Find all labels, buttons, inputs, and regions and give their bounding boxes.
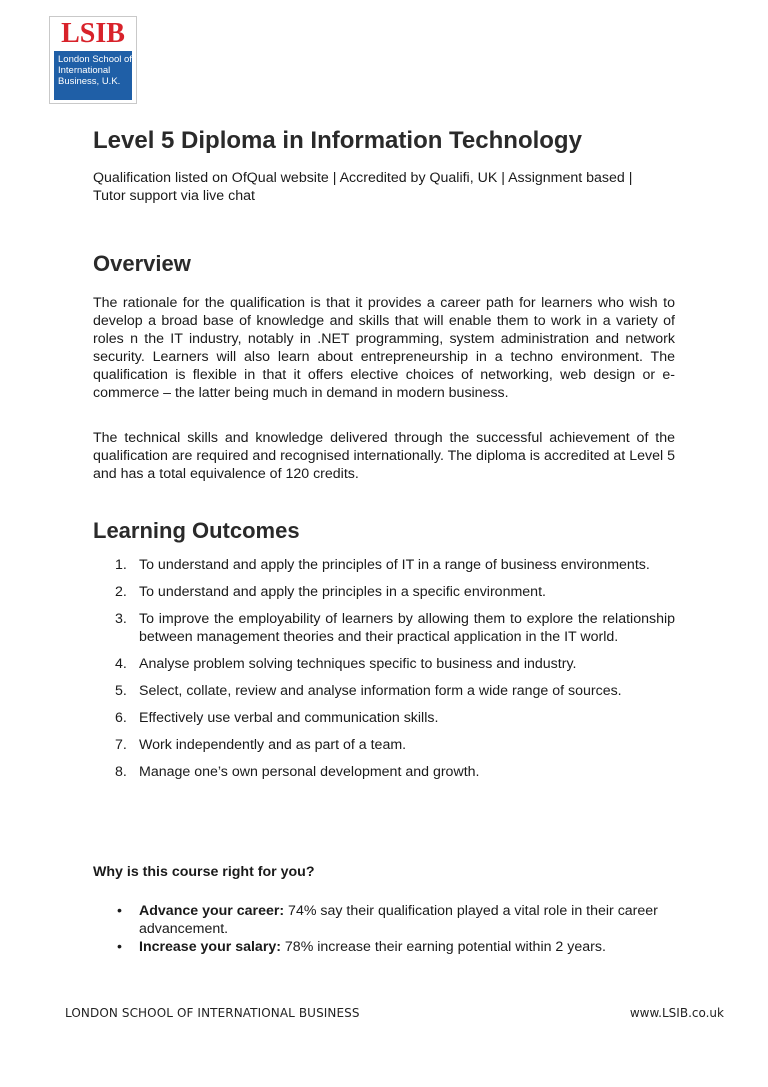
document-subtitle: Qualification listed on OfQual website | Accredited by Qualifi, UK | Assignment based | Tutor support via live chat (93, 170, 633, 204)
list-item (93, 583, 675, 601)
list-item-text: Work independently and as part of a team. (139, 737, 407, 753)
reason-text: 74% say their qualification played a vital role in their career advancement. (139, 903, 658, 937)
reason-text: 78% increase their earning potential within 2 years. (280, 939, 606, 955)
list-number: 4. (115, 656, 127, 672)
footer-school-name: LONDON SCHOOL OF INTERNATIONAL BUSINESS (65, 1006, 360, 1020)
list-number: 2. (115, 584, 127, 600)
why-heading: Why is this course right for you? (93, 864, 315, 880)
logo-abbreviation: LSIB (61, 18, 125, 49)
list-item (93, 902, 675, 938)
learning-outcomes-list (93, 556, 675, 790)
list-item-text: To understand and apply the principles of IT in a range of business environments. (139, 557, 650, 573)
overview-paragraph: The technical skills and knowledge delivered through the successful achievement of the qualification are required and recognised internationally. The diploma is accredited at Level 5 and has a total equivalence of 120 credits. (93, 430, 675, 482)
list-item (93, 763, 675, 781)
overview-heading: Overview (93, 251, 191, 276)
list-item (93, 709, 675, 727)
document-title: Level 5 Diploma in Information Technology (93, 127, 582, 154)
list-item-text: Manage one’s own personal development and growth. (139, 764, 480, 780)
list-number: 7. (115, 737, 127, 753)
list-number: 1. (115, 557, 127, 573)
list-item-text: To understand and apply the principles in a specific environment. (139, 584, 546, 600)
list-number: 5. (115, 683, 127, 699)
learning-outcomes-heading: Learning Outcomes (93, 518, 300, 543)
list-number: 6. (115, 710, 127, 726)
list-item-text: Select, collate, review and analyse information form a wide range of sources. (139, 683, 622, 699)
list-item (93, 682, 675, 700)
bullet-icon: • (117, 939, 122, 955)
list-number: 8. (115, 764, 127, 780)
logo-line: Business, U.K. (58, 76, 121, 87)
reasons-list (93, 902, 675, 956)
reason-bold: Increase your salary: (139, 939, 281, 955)
logo-school-name (54, 51, 132, 100)
footer-website: www.LSIB.co.uk (629, 1006, 724, 1020)
list-item-text: Effectively use verbal and communication skills. (139, 710, 439, 726)
bullet-icon: • (117, 903, 122, 919)
reason-bold: Advance your career: (139, 903, 285, 919)
lsib-logo (49, 16, 137, 104)
list-item-text: To improve the employability of learners by allowing them to explore the relationship between management theories and their practical application in the IT world. (139, 611, 675, 645)
logo-line: International (58, 65, 111, 76)
list-number: 3. (115, 611, 127, 627)
list-item (93, 938, 675, 956)
list-item (93, 556, 675, 574)
list-item-text: Analyse problem solving techniques specific to business and industry. (139, 656, 577, 672)
list-item (93, 610, 675, 646)
list-item (93, 736, 675, 754)
overview-paragraph: The rationale for the qualification is that it provides a career path for learners who wish to develop a broad base of knowledge and skills that will enable them to work in a variety of roles n the IT industry, notably in .NET programming, system administration and network security. Learners will also learn about entrepreneurship in a techno environment. The qualification is flexible in that it offers elective choices of networking, web design or e-commerce – the latter being much in demand in modern business. (93, 295, 675, 401)
list-item (93, 655, 675, 673)
logo-line: London School of (58, 54, 132, 65)
